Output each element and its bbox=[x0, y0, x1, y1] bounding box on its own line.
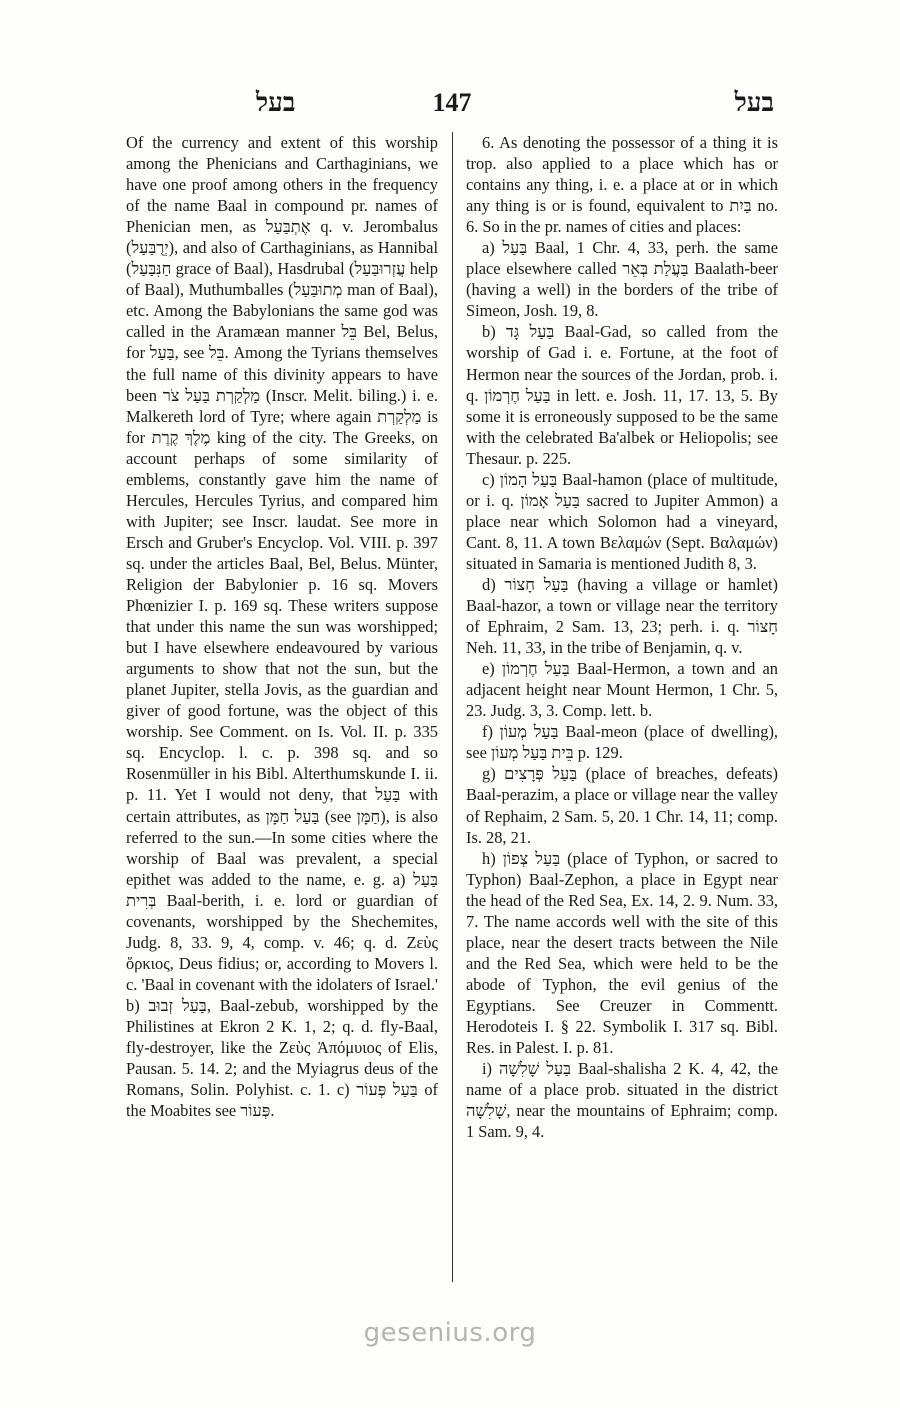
sense-e-paragraph: e) בַּעַל חֶרְמוֹן Baal-Hermon, a town and an adjacent height near Mount Hermon, 1 Chr. 5, 23. Judg. 3, 3. Comp. lett. b. bbox=[466, 659, 778, 721]
sense-i-paragraph: i) בַּעַל שָׁלִשָׁה Baal-shalisha 2 K. 4, 42, the name of a place prob. situated in the district שָׁלִשָׁה, near the mountains of Ephraim; comp. 1 Sam. 9, 4. bbox=[466, 1059, 778, 1142]
sense-6-paragraph: 6. As denoting the possessor of a thing it is trop. also applied to a place which has or contains any thing, i. e. a place at or in which any thing is or is found, equivalent to בַּיִת no. 6. So in the pr. names of cities and places: bbox=[466, 133, 778, 237]
column-divider bbox=[452, 132, 453, 1282]
page-number: 147 bbox=[432, 88, 472, 117]
sense-h-paragraph: h) בַּעַל צְפוֹן (place of Typhon, or sacred to Typhon) Baal-Zephon, a place in Egypt near the head of the Red Sea, Ex. 14, 2. 9. Num. 33, 7. The name accords well with the site of this place, near the desert tracts between the Nile and the Red Sea, which were held to be the abode of Typhon, the evil genius of the Egyptians. See Creuzer in Commentt. Herodoteis I. § 22. Symbolik I. 317 sq. Bibl. Res. in Palest. I. p. 81. bbox=[466, 848, 778, 1058]
right-column bbox=[466, 132, 778, 1142]
sense-b-paragraph: b) בַּעַל גָּד Baal-Gad, so called from the worship of Gad i. e. Fortune, at the foot of Hermon near the sources of the Jordan, prob. i. q. בַּעַל חֶרְמוֹן in lett. e. Josh. 11, 17. 13, 5. By some it is erroneously supposed to be the same with the celebrated Ba'albek or Heliopolis; see Thesaur. p. 225. bbox=[466, 322, 779, 468]
sense-a-paragraph: a) בַּעַל Baal, 1 Chr. 4, 33, perh. the same place elsewhere called בַּעֲלַת בְּאֵר Baalath-beer (having a well) in the borders of the tribe of Simeon, Josh. 19, 8. bbox=[466, 238, 778, 321]
page-header bbox=[126, 88, 778, 122]
running-headword-left: בעל bbox=[256, 88, 296, 117]
running-headword-right: בעל bbox=[734, 88, 774, 117]
left-column bbox=[126, 132, 438, 1121]
sense-c-paragraph: c) בַּעַל הָמוֹן Baal-hamon (place of multitude, or i. q. בַּעַל אָמוֹן sacred to Jupiter Ammon) a place near which Solomon had a vineyard, Cant. 8, 11. A town Βελαμών (Sept. Βαλαμών) situated in Samaria is mentioned Judith 8, 3. bbox=[466, 469, 778, 573]
sense-g-paragraph: g) בַּעַל פְּרָצִים (place of breaches, defeats) Baal-perazim, a place or village near the valley of Rephaim, 2 Sam. 5, 20. 1 Chr. 14, 11; comp. Is. 28, 21. bbox=[466, 764, 778, 847]
sense-f-paragraph: f) בַּעַל מְעוֹן Baal-meon (place of dwelling), see בֵּית בַּעַל מְעוֹן p. 129. bbox=[466, 722, 779, 763]
sense-d-paragraph: d) בַּעַל חָצוֹר (having a village or hamlet) Baal-hazor, a town or village near the territory of Ephraim, 2 Sam. 13, 23; perh. i. q. חָצוֹר Neh. 11, 33, in the tribe of Benjamin, q. v. bbox=[466, 574, 778, 658]
entry-paragraph: Of the currency and extent of this worship among the Phenicians and Carthaginians, we have one proof among others in the frequency of the name Baal in compound pr. names of Phenician men, as אֶתְבַּעַל q. v. Jerombalus (יְרֻבַּעַל), and also of Carthaginians, as Hannibal (חַנִּבַּעַל grace of Baal), Hasdrubal (עֲזְרוּבַּעַל help of Baal), Muthumballes (מְתוּבַּעַל man of Baal), etc. Among the Babylonians the same god was called in the Aramæan manner בֵּל Bel, Belus, for בַּעַל, see בֵּל. Among the Tyrians themselves the full name of this divinity appears to have been מַלְקַרְת בַּעַל צֹר (Inscr. Melit. biling.) i. e. Malkereth lord of Tyre; where again מַלְקַרְת is for מֶלֶךְ קֶרֶת king of the city. The Greeks, on account perhaps of some similarity of emblems, constantly gave him the name of Hercules, Hercules Tyrius, and compared him with Jupiter; see Inscr. laudat. See more in Ersch and Gruber's Encyclop. Vol. VIII. p. 397 sq. under the articles Baal, Bel, Belus. Münter, Religion der Babylonier p. 16 sq. Movers Phœnizier I. p. 169 sq. These writers suppose that under this name the sun was worshipped; but I have elsewhere endeavoured by various arguments to show that not the sun, but the planet Jupiter, stella Jovis, as the guardian and giver of good fortune, was the object of this worship. See Comment. on Is. Vol. II. p. 335 sq. Encyclop. l. c. p. 398 sq. and so Rosenmüller in his Bibl. Alterthumskunde I. ii. p. 11. Yet I would not deny, that בַּעַל with certain attributes, as בַּעַל חַמָּן (see חַמָּן), is also referred to the sun.—In some cities where the worship of Baal was prevalent, a special epithet was added to the name, e. g. a) בַּעַל בְּרִית Baal-berith, i. e. lord or guardian of covenants, worshipped by the Shechemites, Judg. 8, 33. 9, 4, comp. v. 46; q. d. Ζεὺς ὅρκιος, Deus fidius; or, according to Movers l. c. 'Baal in covenant with the idolaters of Israel.' b) בַּעַל זְבוּב, Baal-zebub, worshipped by the Philistines at Ekron 2 K. 1, 2; q. d. fly-Baal, fly-destroyer, like the Ζεὺς Ἀπόμυιος of Elis, Pausan. 5. 14. 2; and the Myiagrus deus of the Romans, Solin. Polyhist. c. 1. c) בַּעַל פְּעוֹר of the Moabites see פְּעוֹר. bbox=[126, 133, 439, 1121]
watermark-footer: gesenius.org bbox=[363, 1318, 537, 1348]
